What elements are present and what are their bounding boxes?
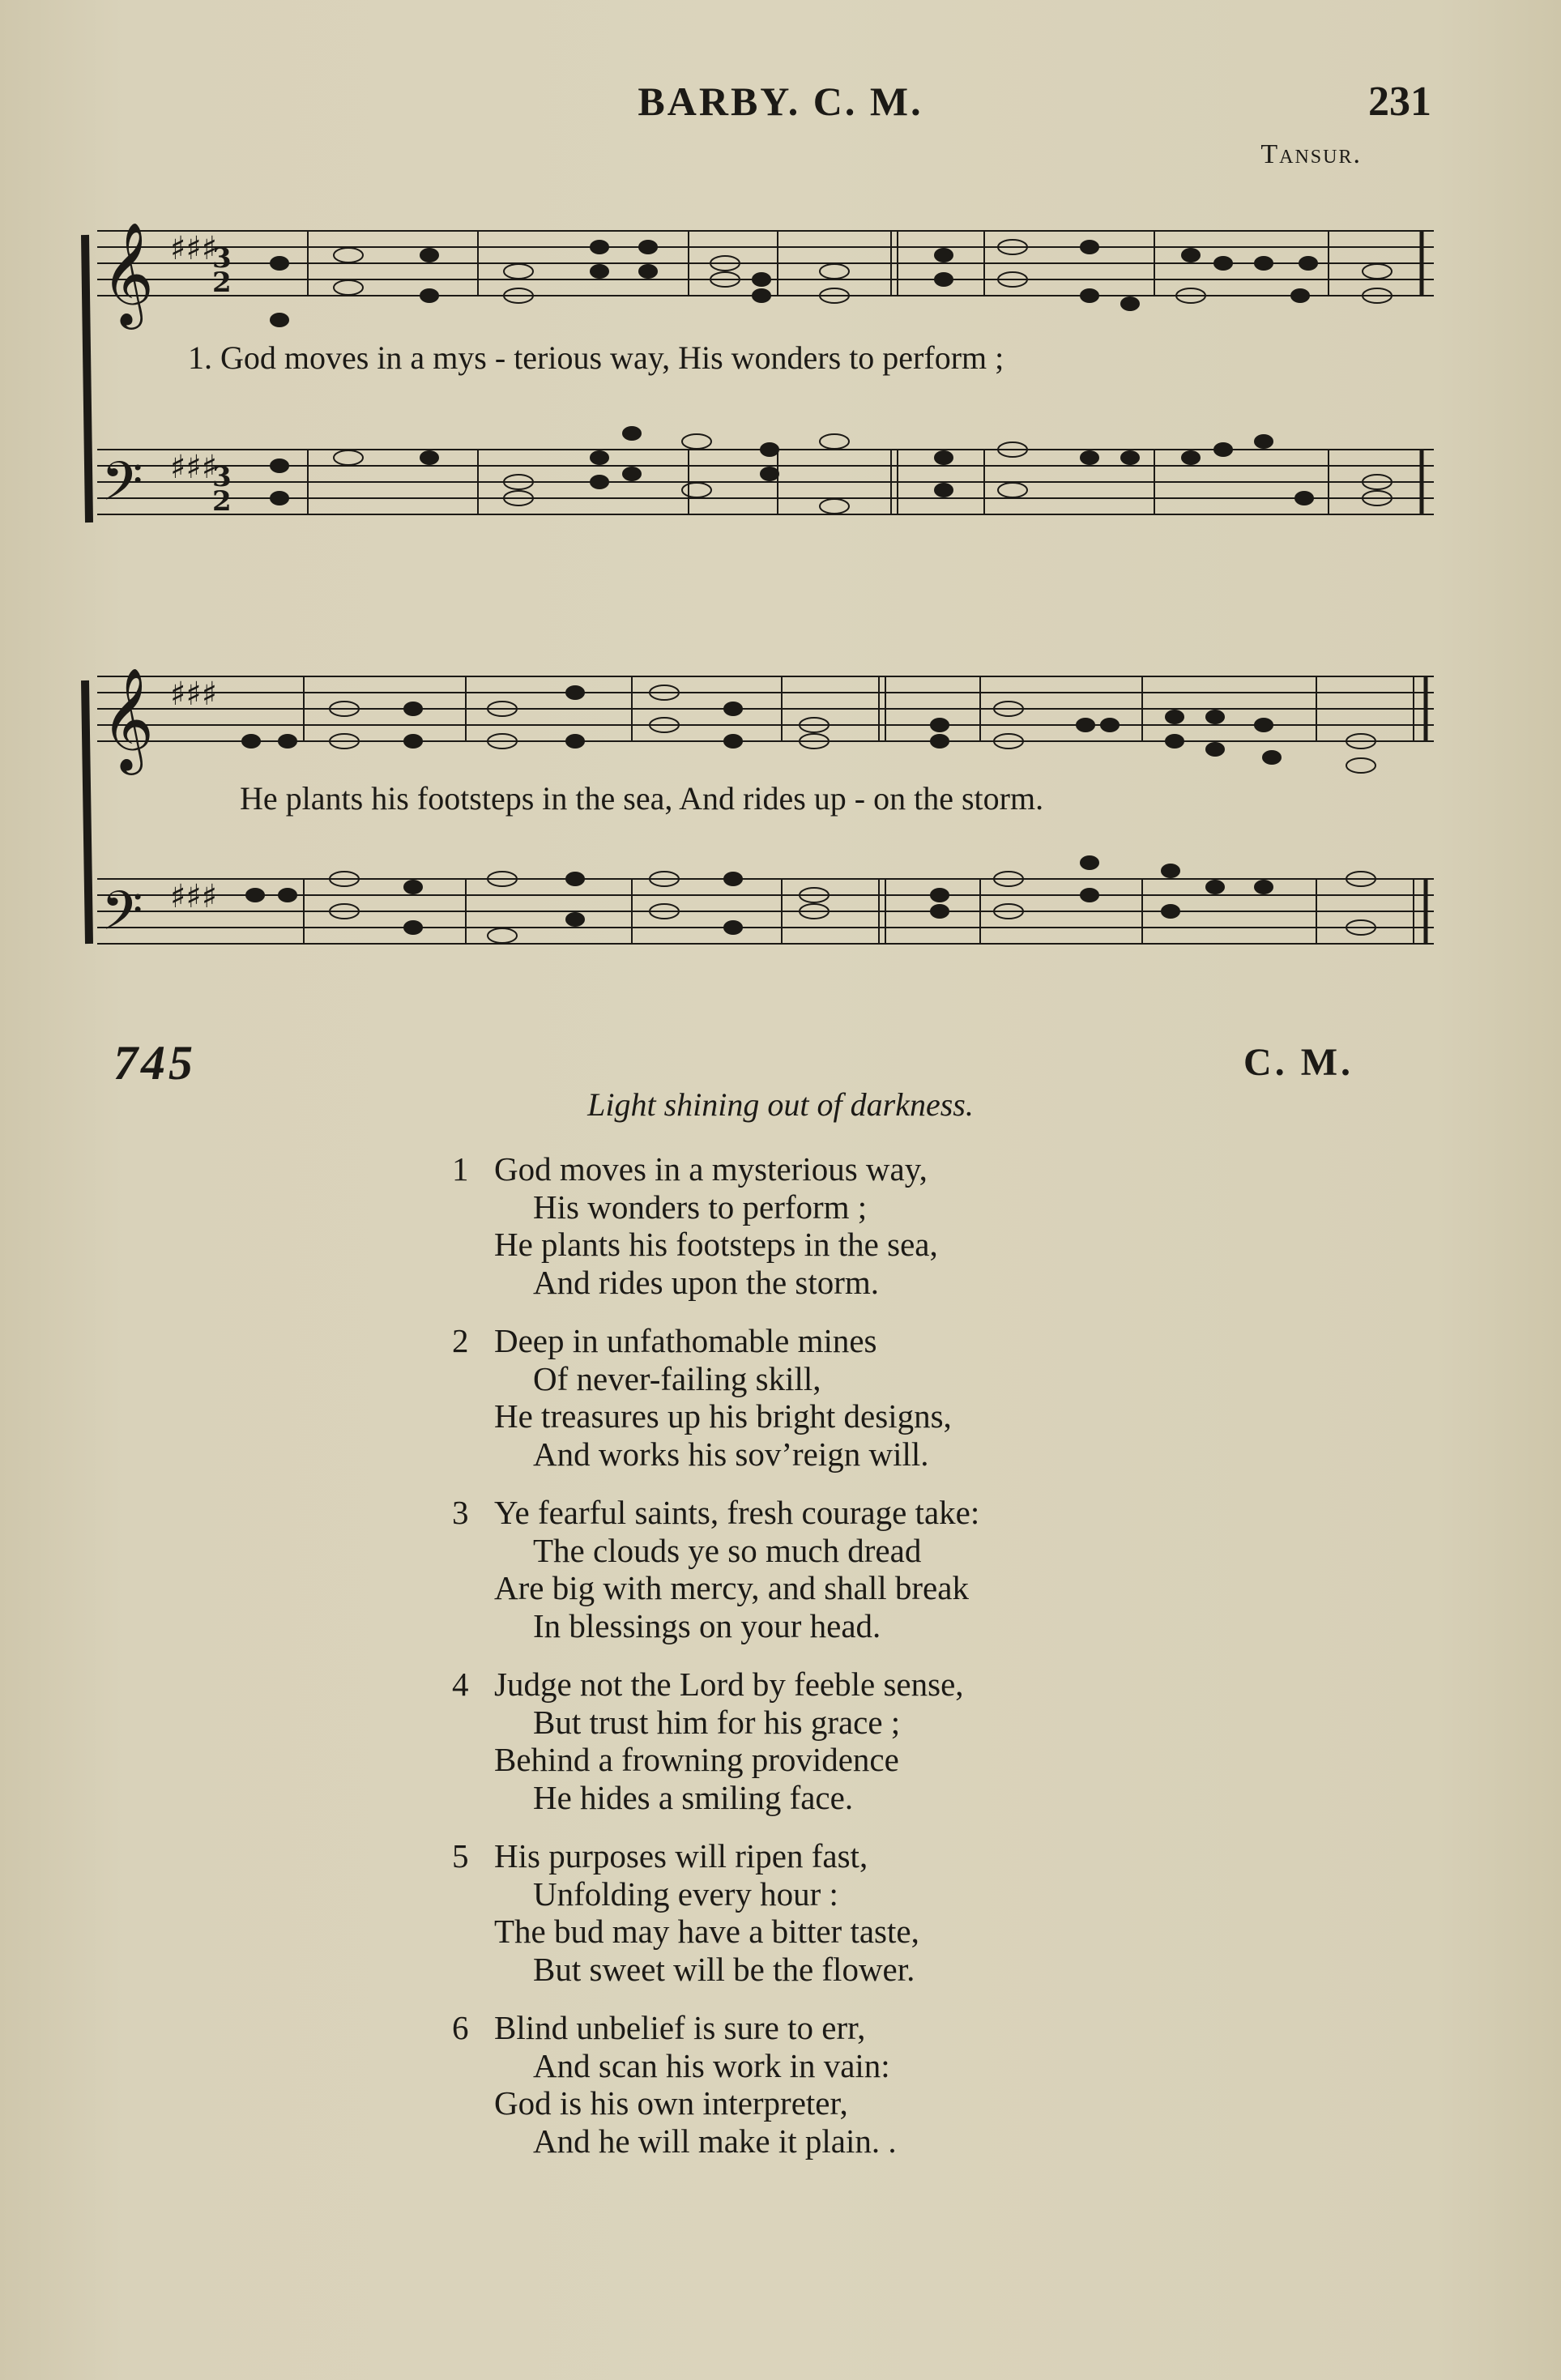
verse-line: Of never-failing skill, xyxy=(533,1359,821,1397)
verse-line: But trust him for his grace ; xyxy=(533,1703,901,1741)
verse-line: Behind a frowning providence xyxy=(494,1741,899,1778)
verse-line: 6 Blind unbelief is sure to err, xyxy=(452,2009,866,2046)
bass-staff-1 xyxy=(97,450,1434,514)
svg-text:2: 2 xyxy=(212,267,232,299)
verse-line: Are big with mercy, and shall break xyxy=(494,1569,969,1606)
verse-line: 2 Deep in unfathomable mines xyxy=(452,1322,877,1359)
verse-number: 3 xyxy=(452,1494,469,1531)
key-signature-sharps-2: ♯♯♯ xyxy=(170,676,218,713)
system-brace xyxy=(85,235,89,522)
verse-line: He plants his footsteps in the sea, xyxy=(494,1226,938,1263)
system-brace-2 xyxy=(85,680,89,944)
verse xyxy=(452,1837,1181,1988)
page-number: 231 xyxy=(1368,79,1431,125)
hymn-number: 745 xyxy=(113,1036,196,1090)
verse xyxy=(452,1322,1181,1473)
verse-line: 4 Judge not the Lord by feeble sense, xyxy=(452,1666,964,1703)
key-signature-sharps-bass-2: ♯♯♯ xyxy=(170,878,218,915)
verse-line: And rides upon the storm. xyxy=(533,1263,880,1301)
treble-clef-icon-2: 𝄞 xyxy=(101,667,155,770)
svg-text:2: 2 xyxy=(212,485,232,518)
lyric-line-1: 1. God moves in a mys - terious way, His wonders to perform ; xyxy=(188,339,1004,376)
verse-line: And scan his work in vain: xyxy=(533,2046,890,2084)
verse-line: 1 God moves in a mysterious way, xyxy=(452,1150,928,1188)
bass-clef-icon-2: 𝄢 xyxy=(101,880,143,955)
verse xyxy=(452,1666,1181,1816)
verse xyxy=(452,1494,1181,1644)
verse-number: 4 xyxy=(452,1666,469,1703)
verse-line: He hides a smiling face. xyxy=(533,1778,854,1816)
treble-clef-icon: 𝄞 xyxy=(101,221,155,325)
lyric-line-2: He plants his footsteps in the sea, And rides up - on the storm. xyxy=(240,780,1044,817)
hymn-meter: C. M. xyxy=(1243,1041,1354,1084)
composer-name: Tansur. xyxy=(1260,139,1362,169)
notes-system-1 xyxy=(271,240,1392,514)
verse-line: In blessings on your head. xyxy=(533,1606,881,1644)
tune-title: BARBY. C. M. xyxy=(638,79,923,124)
time-signature-1: 3 xyxy=(212,242,232,275)
verse-line: 3 Ye fearful saints, fresh courage take: xyxy=(452,1494,980,1531)
verse-number: 5 xyxy=(452,1837,469,1875)
verse-line: He treasures up his bright designs, xyxy=(494,1397,952,1435)
verse xyxy=(452,2009,1181,2160)
verse-number: 1 xyxy=(452,1150,469,1188)
verse-number: 2 xyxy=(452,1322,469,1359)
verse-line: Unfolding every hour : xyxy=(533,1875,838,1913)
verse-line: God is his own interpreter, xyxy=(494,2084,848,2122)
bass-staff-2 xyxy=(97,879,1434,944)
treble-staff-2 xyxy=(97,676,1434,741)
hymn-subtitle: Light shining out of darkness. xyxy=(587,1086,974,1123)
verse-number: 6 xyxy=(452,2009,469,2046)
verse-line: But sweet will be the flower. xyxy=(533,1950,915,1988)
verse-line: His wonders to perform ; xyxy=(533,1188,868,1226)
verse-line: And he will make it plain. . xyxy=(533,2122,897,2160)
verse-line: The clouds ye so much dread xyxy=(533,1531,922,1569)
verse xyxy=(452,1150,1181,1301)
hymn-verses xyxy=(452,1150,1181,2181)
verse-line: The bud may have a bitter taste, xyxy=(494,1913,919,1950)
bass-clef-icon: 𝄢 xyxy=(101,450,143,526)
svg-text:3: 3 xyxy=(212,461,232,493)
key-signature-sharps-bass-1: ♯♯♯ xyxy=(170,449,218,486)
key-signature-sharps-1: ♯♯♯ xyxy=(170,230,218,267)
verse-line: 5 His purposes will ripen fast, xyxy=(452,1837,868,1875)
music-score xyxy=(0,0,1561,1021)
verse-line: And works his sov’reign will. xyxy=(533,1435,929,1473)
